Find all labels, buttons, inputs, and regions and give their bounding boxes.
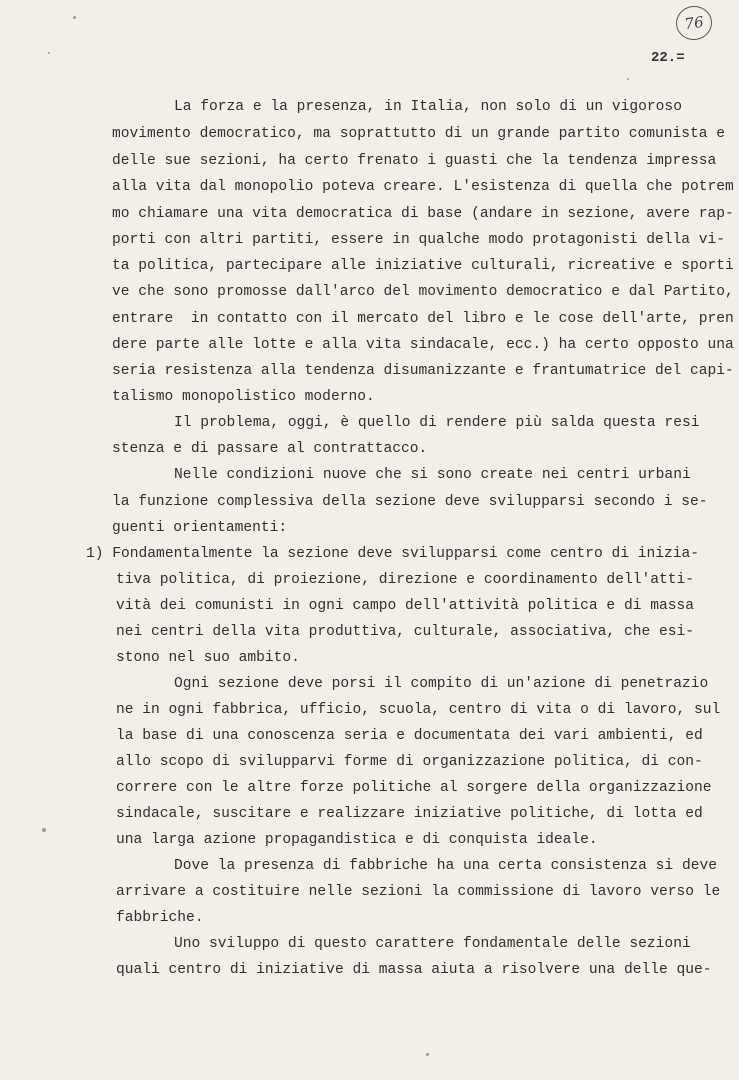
text-line: Ogni sezione deve porsi il compito di un'azione di penetrazio bbox=[174, 676, 709, 692]
paper-speck bbox=[426, 1053, 429, 1056]
paper-speck bbox=[627, 78, 629, 80]
text-line: sindacale, suscitare e realizzare iniziative politiche, di lotta ed bbox=[116, 806, 703, 822]
paper-speck bbox=[48, 52, 50, 54]
text-line: correre con le altre forze politiche al sorgere della organizzazione bbox=[116, 780, 712, 796]
text-line: quali centro di iniziative di massa aiuta a risolvere una delle que- bbox=[116, 962, 712, 978]
text-line: porti con altri partiti, essere in qualche modo protagonisti della vi- bbox=[112, 232, 726, 248]
text-line: entrare in contatto con il mercato del libro e le cose dell'arte, pren bbox=[112, 311, 734, 327]
text-line: ve che sono promosse dall'arco del movimento democratico e dal Partito, bbox=[112, 284, 734, 300]
text-line: vità dei comunisti in ogni campo dell'attività politica e di massa bbox=[116, 598, 695, 614]
text-line: fabbriche. bbox=[116, 910, 204, 926]
paper-speck bbox=[73, 16, 76, 19]
text-line: tiva politica, di proiezione, direzione e coordinamento dell'atti- bbox=[116, 572, 695, 588]
text-line: movimento democratico, ma soprattutto di un grande partito comunista e bbox=[112, 126, 726, 142]
text-line: arrivare a costituire nelle sezioni la commissione di lavoro verso le bbox=[116, 884, 721, 900]
text-line: Nelle condizioni nuove che si sono create nei centri urbani bbox=[174, 467, 691, 483]
text-line: Uno sviluppo di questo carattere fondamentale delle sezioni bbox=[174, 936, 691, 952]
text-line: dere parte alle lotte e alla vita sindacale, ecc.) ha certo opposto una bbox=[112, 337, 734, 353]
paper-speck bbox=[42, 828, 46, 832]
text-line: mo chiamare una vita democratica di base (andare in sezione, avere rap- bbox=[112, 206, 734, 222]
text-line: stenza e di passare al contrattacco. bbox=[112, 441, 428, 457]
list-item-line: 1) Fondamentalmente la sezione deve svilupparsi come centro di inizia- bbox=[86, 546, 700, 562]
text-line: delle sue sezioni, ha certo frenato i guasti che la tendenza impressa bbox=[112, 153, 717, 169]
text-line: nei centri della vita produttiva, culturale, associativa, che esi- bbox=[116, 624, 695, 640]
text-line: seria resistenza alla tendenza disumanizzante e frantumatrice del capi- bbox=[112, 363, 734, 379]
text-line: alla vita dal monopolio poteva creare. L'esistenza di quella che potrem bbox=[112, 179, 734, 195]
archive-stamp bbox=[674, 4, 714, 43]
text-line: stono nel suo ambito. bbox=[116, 650, 300, 666]
text-line: allo scopo di svilupparvi forme di organizzazione politica, di con- bbox=[116, 754, 703, 770]
text-line: talismo monopolistico moderno. bbox=[112, 389, 375, 405]
text-line: ne in ogni fabbrica, ufficio, scuola, centro di vita o di lavoro, sul bbox=[116, 702, 721, 718]
text-line: Dove la presenza di fabbriche ha una certa consistenza si deve bbox=[174, 858, 717, 874]
page-number: 22.= bbox=[651, 50, 685, 66]
text-line: una larga azione propagandistica e di conquista ideale. bbox=[116, 832, 598, 848]
text-line: La forza e la presenza, in Italia, non solo di un vigoroso bbox=[174, 99, 682, 115]
stamp-number: 76 bbox=[683, 12, 705, 34]
text-line: ta politica, partecipare alle iniziative culturali, ricreative e sporti bbox=[112, 258, 734, 274]
text-line: la base di una conoscenza seria e documentata dei vari ambienti, ed bbox=[116, 728, 703, 744]
text-line: la funzione complessiva della sezione deve svilupparsi secondo i se- bbox=[112, 494, 708, 510]
text-line: guenti orientamenti: bbox=[112, 520, 288, 536]
text-line: Il problema, oggi, è quello di rendere più salda questa resi bbox=[174, 415, 700, 431]
